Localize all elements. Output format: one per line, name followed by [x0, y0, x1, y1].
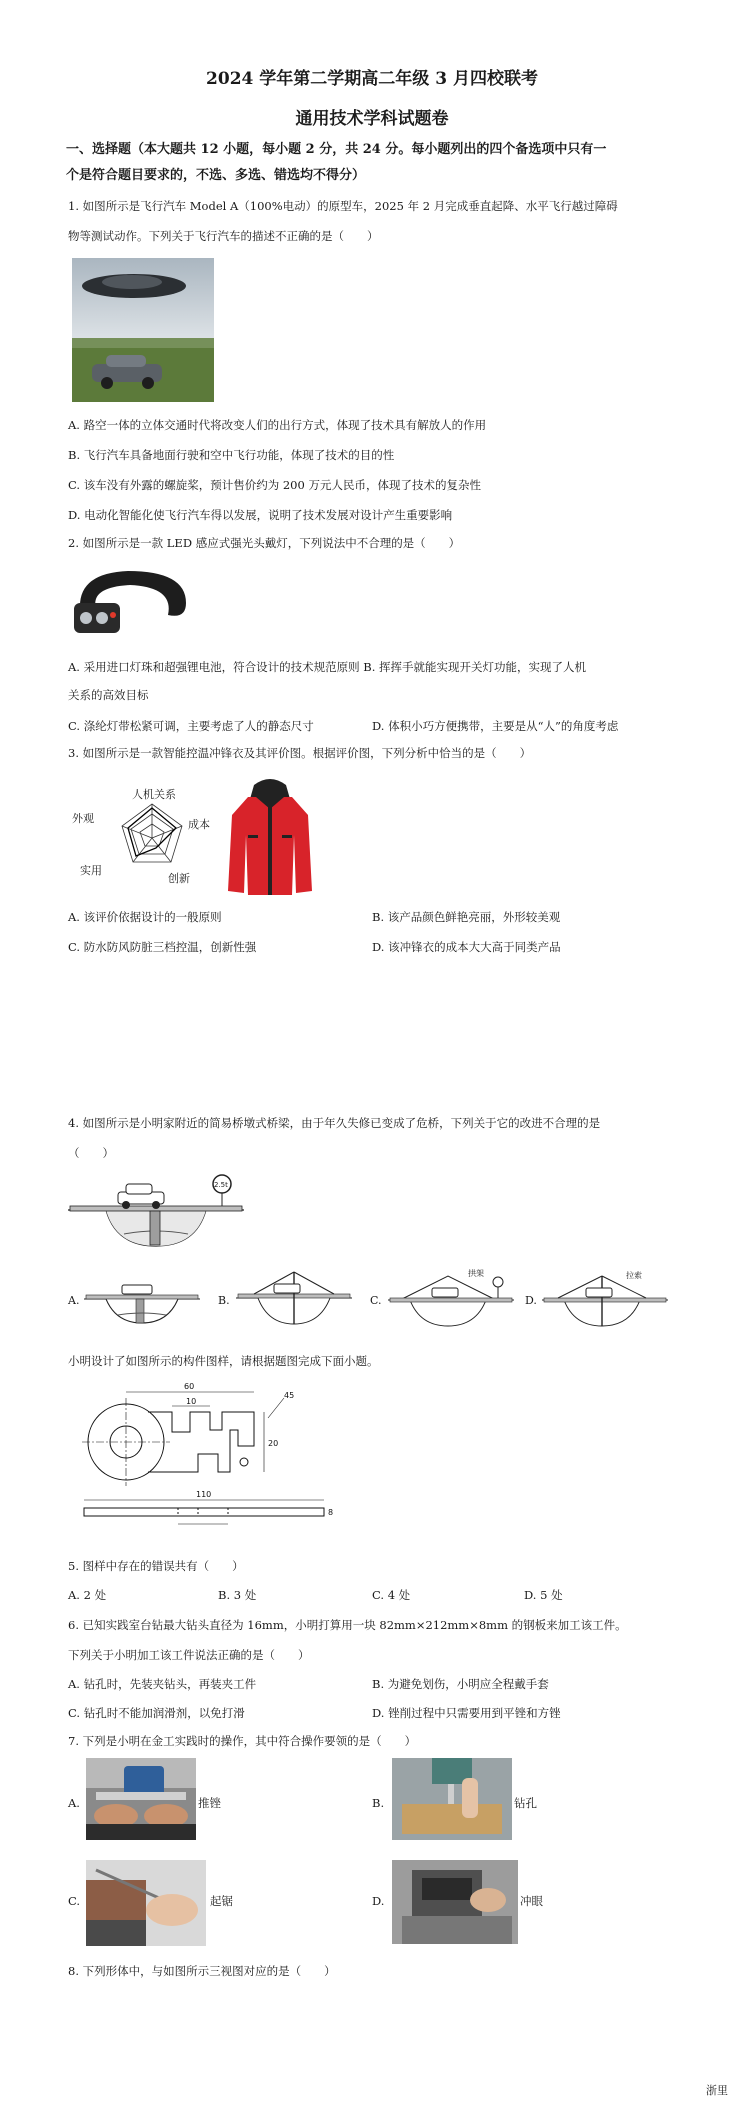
q6-stem-line1: 6. 已知实践室台钻最大钻头直径为 16mm，小明打算用一块 82mm×212mm×8mm 的钢板来加工该工件。 — [68, 1618, 627, 1632]
section-heading-line2: 个是符合题目要求的，不选、多选、错选均不得分） — [66, 168, 366, 183]
q1-option-c: C. 该车没有外露的螺旋桨，预计售价约为 200 万元人民币，体现了技术的复杂性 — [68, 478, 481, 492]
q7-photo-filing — [86, 1758, 196, 1840]
q4-stem-line1: 4. 如图所示是小明家附近的简易桥墩式桥梁，由于年久失修已变成了危桥，下列关于它的改进不合理的是 — [68, 1116, 601, 1130]
radar-label-ergonomics: 人机关系 — [132, 788, 176, 801]
q4-option-d-label: D. — [525, 1294, 537, 1307]
q5-option-b: B. 3 处 — [218, 1588, 257, 1602]
section-heading-line1: 一、选择题（本大题共 12 小题，每小题 2 分，共 24 分。每小题列出的四个备选项中只有一 — [66, 142, 607, 157]
flying-car-photo — [72, 258, 214, 402]
q8-stem: 8. 下列形体中，与如图所示三视图对应的是（ ） — [68, 1964, 336, 1978]
drawing-intro: 小明设计了如图所示的构件图样，请根据题图完成下面小题。 — [68, 1354, 379, 1368]
bridge-option-a — [82, 1275, 202, 1327]
q5-stem: 5. 图样中存在的错误共有（ ） — [68, 1559, 244, 1573]
radar-label-cost: 成本 — [188, 818, 210, 831]
q6-option-d: D. 锉削过程中只需要用到平锉和方锉 — [372, 1706, 561, 1720]
q7-option-c-text: 起锯 — [210, 1894, 233, 1908]
radar-label-innovation: 创新 — [168, 872, 190, 885]
q2-option-c: C. 涤纶灯带松紧可调，主要考虑了人的静态尺寸 — [68, 719, 314, 733]
q7-photo-punching — [392, 1860, 518, 1944]
q6-stem-line2: 下列关于小明加工该工件说法正确的是（ ） — [68, 1648, 310, 1662]
q7-option-a-label: A. — [68, 1796, 80, 1810]
q5-option-a: A. 2 处 — [68, 1588, 107, 1602]
q6-option-a: A. 钻孔时，先装夹钻头，再装夹工件 — [68, 1677, 257, 1691]
exam-subtitle: 通用技术学科试题卷 — [295, 109, 449, 129]
radar-label-appearance: 外观 — [72, 812, 94, 825]
q1-stem-line2: 物等测试动作。下列关于飞行汽车的描述不正确的是（ ） — [68, 229, 379, 243]
q7-stem: 7. 下列是小明在金工实践时的操作，其中符合操作要领的是（ ） — [68, 1734, 417, 1748]
bridge-option-d — [540, 1268, 670, 1330]
dim-110: 110 — [196, 1490, 212, 1499]
q3-option-a: A. 该评价依据设计的一般原则 — [68, 910, 222, 924]
dim-10: 10 — [186, 1397, 197, 1406]
q6-option-c: C. 钻孔时不能加润滑剂，以免打滑 — [68, 1706, 245, 1720]
radar-label-practical: 实用 — [80, 864, 102, 877]
q3-stem: 3. 如图所示是一款智能控温冲锋衣及其评价图。根据评价图，下列分析中恰当的是（ ） — [68, 746, 532, 760]
q2-option-a-line1: A. 采用进口灯珠和超强锂电池，符合设计的技术规范原则 B. 挥挥手就能实现开关灯功能，实现了人机 — [68, 660, 587, 674]
bridge-option-b — [234, 1268, 354, 1328]
q1-option-a: A. 路空一体的立体交通时代将改变人们的出行方式，体现了技术具有解放人的作用 — [68, 418, 487, 432]
q2-option-d: D. 体积小巧方便携带，主要是从“人”的角度考虑 — [372, 719, 619, 733]
footer-corner-text: 浙里 — [706, 2084, 728, 2097]
q7-option-d-label: D. — [372, 1894, 385, 1908]
bridge-main-figure — [66, 1172, 246, 1252]
q7-photo-drilling — [392, 1758, 512, 1840]
dim-8: 8 — [328, 1508, 334, 1517]
q2-option-a-line2: 关系的高效目标 — [68, 688, 149, 702]
dim-60: 60 — [184, 1382, 195, 1391]
q4-stem-line2: （ ） — [68, 1146, 114, 1160]
jacket-photo — [226, 775, 314, 899]
q7-photo-sawing — [86, 1860, 206, 1946]
exam-title: 2024 学年第二学期高二年级 3 月四校联考 — [206, 69, 538, 89]
q2-stem: 2. 如图所示是一款 LED 感应式强光头戴灯，下列说法中不合理的是（ ） — [68, 536, 461, 550]
q4-option-a-label: A. — [68, 1294, 80, 1307]
dim-20: 20 — [268, 1439, 279, 1448]
q3-option-c: C. 防水防风防脏三档控温，创新性强 — [68, 940, 257, 954]
bridge-option-c-note: 拱架 — [468, 1269, 484, 1278]
q1-stem-line1: 1. 如图所示是飞行汽车 Model A（100%电动）的原型车，2025 年 2 月完成垂直起降、水平飞行越过障碍 — [68, 199, 618, 213]
q1-option-b: B. 飞行汽车具备地面行驶和空中飞行功能，体现了技术的目的性 — [68, 448, 395, 462]
q5-option-d: D. 5 处 — [524, 1588, 563, 1602]
headlamp-photo — [68, 563, 194, 647]
bridge-weight-sign: 2.5t — [214, 1181, 228, 1189]
evaluation-radar-chart — [68, 782, 228, 902]
bridge-option-d-note: 拉索 — [626, 1271, 642, 1280]
q7-option-b-label: B. — [372, 1796, 385, 1810]
bridge-option-c — [386, 1268, 516, 1330]
q6-option-b: B. 为避免划伤，小明应全程戴手套 — [372, 1677, 549, 1691]
q1-option-d: D. 电动化智能化使飞行汽车得以发展，说明了技术发展对设计产生重要影响 — [68, 508, 453, 522]
q4-option-b-label: B. — [218, 1294, 230, 1307]
q4-option-c-label: C. — [370, 1294, 382, 1307]
q3-option-d: D. 该冲锋衣的成本大大高于同类产品 — [372, 940, 561, 954]
q5-option-c: C. 4 处 — [372, 1588, 411, 1602]
q7-option-a-text: 推锉 — [198, 1796, 221, 1810]
dim-45: 45 — [284, 1391, 295, 1400]
q7-option-b-text: 钻孔 — [514, 1796, 537, 1810]
q7-option-c-label: C. — [68, 1894, 81, 1908]
q7-option-d-text: 冲眼 — [520, 1894, 543, 1908]
q3-option-b: B. 该产品颜色鲜艳亮丽，外形较美观 — [372, 910, 561, 924]
component-drawing — [78, 1378, 348, 1538]
